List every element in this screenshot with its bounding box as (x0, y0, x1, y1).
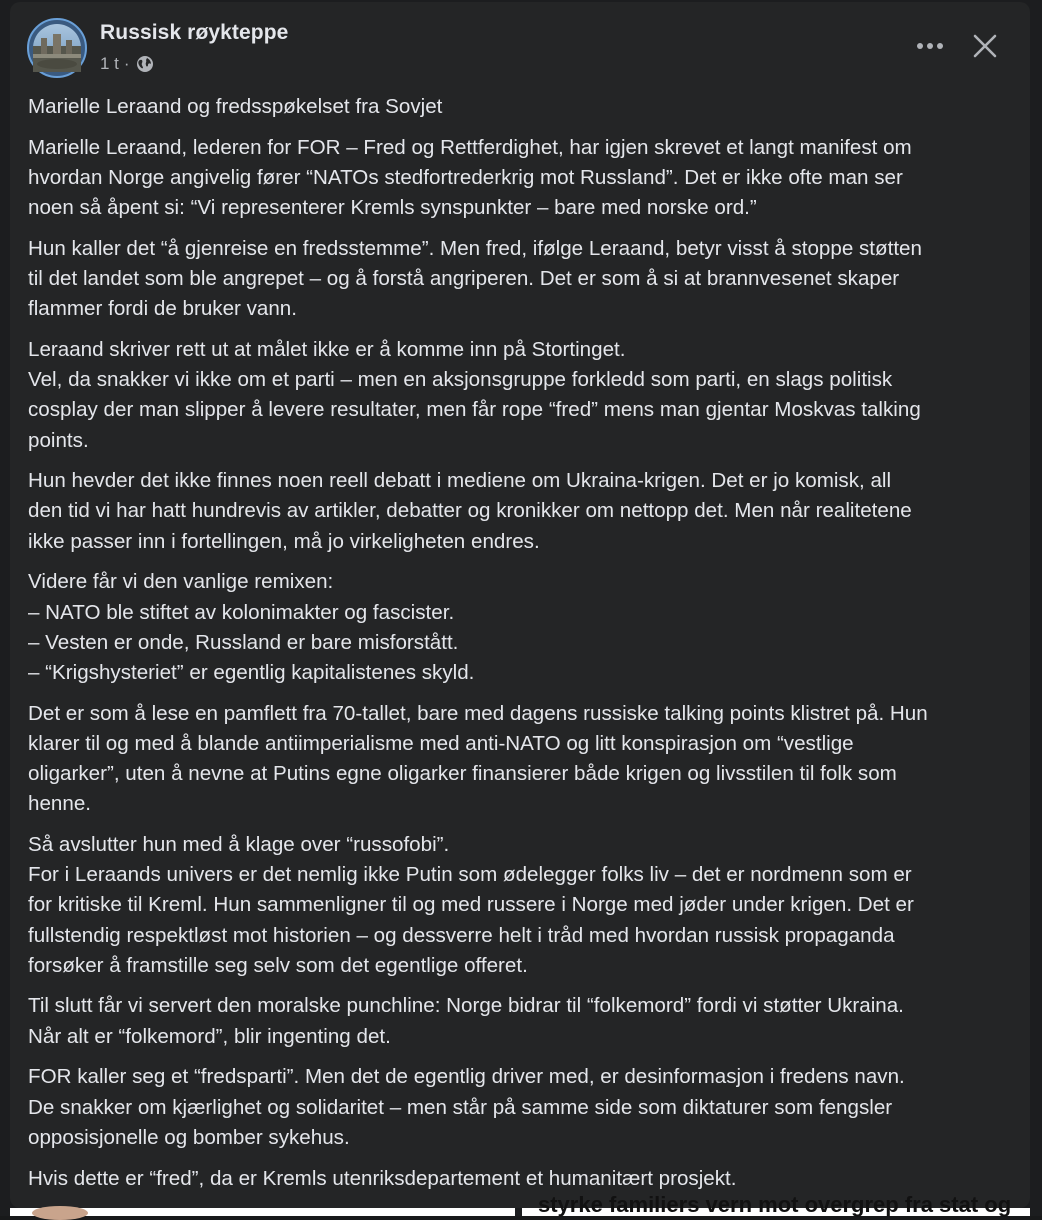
post-text-line: flammer fordi de bruker vann. (28, 297, 297, 321)
next-post-left (10, 1208, 515, 1216)
post-body (28, 92, 1013, 1204)
post-text-line: ikke passer inn i fortellingen, må jo virkeligheten endres. (28, 529, 540, 553)
post-text-line: Leraand skriver rett ut at målet ikke er å komme inn på Stortinget. (28, 337, 626, 361)
post-text-line: opposisjonelle og bomber sykehus. (28, 1125, 350, 1149)
post-paragraph (28, 335, 1013, 456)
post-text-line: Vel, da snakker vi ikke om et parti – men en aksjonsgruppe forkledd som parti, en slags politisk (28, 368, 893, 392)
post-text-line: – NATO ble stiftet av kolonimakter og fascister. (28, 600, 455, 624)
post-text-line: fullstendig respektløst mot historien – og dessverre helt i tråd med hvordan russisk propaganda (28, 923, 895, 947)
post-paragraph (28, 1164, 1013, 1194)
post-text-line: noen så åpent si: “Vi representerer Kremls synspunkter – bare med norske ord.” (28, 196, 757, 220)
post-meta (100, 53, 154, 75)
post-timestamp[interactable]: 1 t (100, 54, 119, 73)
post-paragraph (28, 991, 1013, 1051)
meta-separator: · (123, 54, 130, 73)
post-paragraphs (28, 133, 1013, 1194)
post-paragraph (28, 567, 1013, 688)
post-text-line: For i Leraands univers er det nemlig ikke Putin som ødelegger folks liv – det er nordmenn som er (28, 863, 912, 887)
post-text-line: Hvis dette er “fred”, da er Kremls utenriksdepartement et humanitært prosjekt. (28, 1166, 737, 1190)
post-title (28, 92, 1013, 122)
post-text-line: – Vesten er onde, Russland er bare misforstått. (28, 630, 459, 654)
post-text-line: Marielle Leraand, lederen for FOR – Fred og Rettferdighet, har igjen skrevet et langt manifest om (28, 135, 912, 159)
post-text-line: – “Krigshysteriet” er egentlig kapitalistenes skyld. (28, 660, 475, 684)
post-text-line: oligarker”, uten å nevne at Putins egne oligarker finansierer både krigen og livsstilen til folk som (28, 762, 897, 786)
next-post-headline: styrke familiers vern mot overgrep fra stat og (538, 1192, 1012, 1217)
close-button[interactable] (965, 26, 1005, 66)
post-card (10, 2, 1030, 1208)
more-horizontal-icon (916, 42, 944, 50)
next-post-right (522, 1192, 1030, 1217)
globe-icon[interactable] (136, 55, 154, 73)
post-text-line: De snakker om kjærlighet og solidaritet – men står på samme side som diktaturer som fengsler (28, 1095, 893, 1119)
post-paragraph (28, 830, 1013, 981)
post-paragraph (28, 1062, 1013, 1153)
post-text-line: Så avslutter hun med å klage over “russofobi”. (28, 832, 450, 856)
post-text-line: Når alt er “folkemord”, blir ingenting det. (28, 1024, 391, 1048)
post-text-line: den tid vi har hatt hundrevis av artikler, debatter og kronikker om nettopp det. Men når realitetene (28, 499, 912, 523)
post-title-text: Marielle Leraand og fredsspøkelset fra Sovjet (28, 95, 443, 118)
post-text-line: henne. (28, 792, 91, 816)
post-text-line: til det landet som ble angrepet – og å forstå angriperen. Det er som å si at brannvesenet skaper (28, 267, 900, 291)
post-paragraph (28, 699, 1013, 820)
post-paragraph (28, 133, 1013, 224)
post-paragraph (28, 234, 1013, 325)
more-options-button[interactable] (910, 28, 950, 64)
post-text-line: klarer til og med å blande antiimperialisme med anti-NATO og litt konspirasjon om “vestlige (28, 731, 854, 755)
post-header (10, 2, 1030, 90)
next-post-avatar (32, 1206, 88, 1220)
post-text-line: Videre får vi den vanlige remixen: (28, 570, 334, 594)
post-text-line: Til slutt får vi servert den moralske punchline: Norge bidrar til “folkemord” fordi vi støtter Ukraina. (28, 994, 904, 1018)
close-icon (973, 34, 997, 58)
avatar-image (33, 24, 81, 72)
post-text-line: FOR kaller seg et “fredsparti”. Men det de egentlig driver med, er desinformasjon i fredens navn. (28, 1065, 905, 1089)
post-text-line: for kritiske til Kreml. Hun sammenligner til og med russere i Norge med jøder under krigen. Det er (28, 893, 914, 917)
post-text-line: forsøker å framstille seg selv som det egentlige offeret. (28, 953, 528, 977)
post-text-line: Hun hevder det ikke finnes noen reell debatt i mediene om Ukraina-krigen. Det er jo komisk, all (28, 469, 892, 493)
next-posts-peek (0, 1192, 1042, 1217)
post-text-line: Hun kaller det “å gjenreise en fredsstemme”. Men fred, ifølge Leraand, betyr visst å stoppe støtten (28, 236, 922, 260)
page-avatar[interactable] (27, 18, 87, 78)
post-paragraph (28, 466, 1013, 557)
post-text-line: points. (28, 428, 89, 452)
post-text-line: Det er som å lese en pamflett fra 70-tallet, bare med dagens russiske talking points klistret på. Hun (28, 701, 928, 725)
page-name[interactable]: Russisk røykteppe (100, 21, 289, 44)
post-text-line: hvordan Norge angivelig fører “NATOs stedfortrederkrig mot Russland”. Det er ikke ofte man ser (28, 165, 903, 189)
post-text-line: cosplay der man slipper å levere resultater, men får rope “fred” mens man gjentar Moskvas talking (28, 398, 921, 422)
